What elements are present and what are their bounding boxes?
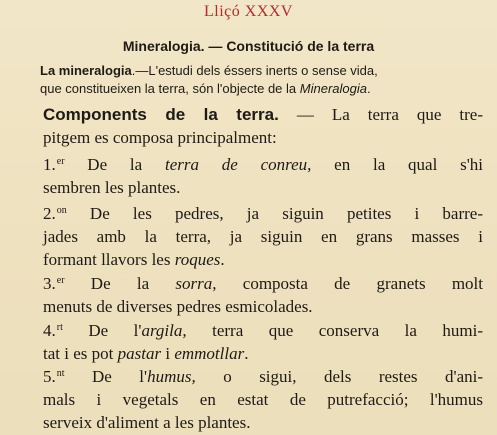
item-number: 1. [43, 155, 56, 174]
definition-text-1: .—L'estudi dels éssers inerts o sense vida, [131, 63, 378, 78]
item-italic-term: argila, [141, 321, 187, 340]
item-ordinal: er [56, 156, 65, 167]
lesson-title: Lliçó XXXV [204, 3, 293, 20]
item-5-line-1 [43, 362, 483, 388]
item-4-line-1 [43, 316, 483, 342]
item-5-line-2: mals i vegetals en estat de putrefacció; l'humus [43, 390, 483, 409]
item-3-line-1 [43, 269, 483, 295]
item-number: 5. [43, 367, 56, 386]
definition-line-1 [40, 63, 482, 79]
item-text: o sigui, dels restes d'ani- [195, 367, 484, 386]
item-text: . [244, 344, 249, 363]
definition-italic-term: Mineralogia [299, 81, 367, 96]
item-italic-term: roques [174, 250, 221, 269]
item-text: composta de granets molt [216, 274, 484, 293]
list-item [43, 269, 483, 318]
item-number: 4. [43, 321, 56, 340]
item-2-line-2: jades amb la terra, ja siguin en grans masses i [43, 227, 483, 246]
item-2-line-1 [43, 199, 483, 225]
item-text: De l' [64, 367, 148, 386]
components-heading: Components de la terra. [43, 105, 279, 124]
list-item [43, 362, 483, 434]
item-text: De la [64, 155, 165, 174]
item-1-line-2: sembren les plantes. [43, 178, 181, 197]
item-italic-term: pastar [117, 344, 162, 363]
item-number: 2. [43, 204, 56, 223]
list-item [43, 150, 483, 199]
item-text: terra que conserva la humi- [186, 321, 483, 340]
definition-line-2 [40, 81, 482, 97]
item-number: 3. [43, 274, 56, 293]
section-subtitle: Mineralogia. — Constitució de la terra [122, 38, 375, 54]
item-text: De l' [62, 321, 142, 340]
item-2-line-3 [43, 248, 483, 271]
item-text: De les pedres, ja siguin petites i barre- [66, 204, 483, 223]
item-3-line-2: menuts de diverses pedres esmicolades. [43, 297, 313, 316]
list-item [43, 316, 483, 365]
definition-text-2-end: . [366, 81, 371, 96]
item-text: De la [64, 274, 176, 293]
item-text: en la qual s'hi [311, 155, 484, 174]
item-italic-term: sorra, [175, 274, 217, 293]
item-ordinal: rt [56, 322, 63, 333]
item-italic-term: terra de conreu, [164, 155, 312, 174]
item-ordinal: nt [56, 368, 65, 379]
components-line-1-text: — La terra que tre- [278, 105, 483, 124]
components-line-2: pitgem es composa principalment: [43, 128, 277, 147]
definition-paragraph [40, 63, 482, 97]
item-ordinal: er [56, 275, 65, 286]
item-text: . [220, 250, 225, 269]
item-text: tat i es pot [43, 344, 118, 363]
item-5-line-3: serveix d'aliment a les plantes. [43, 413, 251, 432]
list-item [43, 199, 483, 271]
item-ordinal: on [56, 205, 67, 216]
item-1-line-1 [43, 150, 483, 176]
item-italic-term: emmotllar [174, 344, 245, 363]
item-italic-term: humus, [147, 367, 196, 386]
components-line-1 [43, 103, 483, 126]
item-text: formant llavors les [43, 250, 175, 269]
components-paragraph [43, 103, 483, 149]
definition-text-2: que constitueixen la terra, són l'objecte de la [40, 81, 300, 96]
item-text: i [161, 344, 175, 363]
definition-term: La mineralogia [40, 63, 132, 78]
